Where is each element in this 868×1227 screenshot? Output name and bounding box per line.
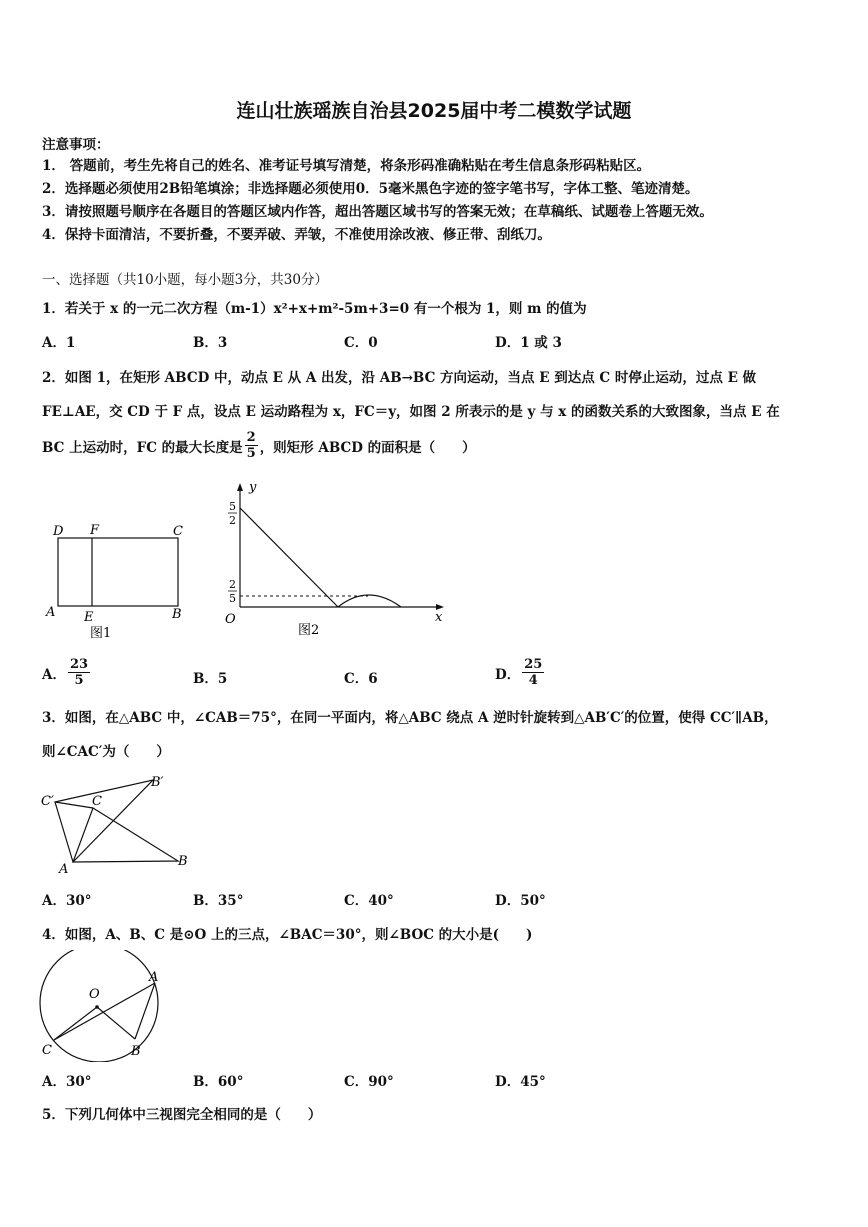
fraction-numerator: 2 xyxy=(246,430,256,445)
y-axis-arrow xyxy=(237,483,243,491)
fraction-denominator: 5 xyxy=(74,673,84,688)
fraction-denominator: 4 xyxy=(528,673,538,688)
label-c: C xyxy=(92,794,102,809)
q1-option-a: A．1 xyxy=(42,335,76,351)
triangle-ab1c1 xyxy=(55,780,153,862)
q2-option-d xyxy=(495,657,546,688)
question-2-line-3 xyxy=(42,430,476,461)
notice-item: 2．选择题必须使用2B铅笔填涂；非选择题必须使用0．5毫米黑色字迹的签字笔书写，字体工整、笔迹清楚。 xyxy=(42,181,699,197)
segment-oc xyxy=(54,1007,97,1040)
label-c: C xyxy=(173,524,183,539)
q2-max-fraction xyxy=(245,430,258,461)
q4-option-c: C．90° xyxy=(344,1074,394,1090)
q4-figure xyxy=(38,950,163,1062)
q2-line3-post: ，则矩形 ABCD 的面积是（ ） xyxy=(259,439,476,456)
notice-item: 1． 答题前，考生先将自己的姓名、准考证号填写清楚，将条形码准确粘贴在考生信息条形码粘贴区。 xyxy=(42,158,651,174)
page-title: 连山壮族瑶族自治县2025届中考二模数学试题 xyxy=(236,100,632,122)
question-1-text: 1．若关于 x 的一元二次方程（m-1）x²+x+m²-5m+3=0 有一个根为 1，则 m 的值为 xyxy=(42,301,587,317)
fraction-denominator: 5 xyxy=(246,446,256,461)
segment-ab xyxy=(135,983,155,1039)
q4-option-b: B．60° xyxy=(193,1074,244,1090)
tick-top-numerator: 5 xyxy=(229,500,236,513)
label-a: A xyxy=(46,605,56,620)
label-y: y xyxy=(249,480,257,495)
notice-heading: 注意事项： xyxy=(42,137,110,153)
label-b: B xyxy=(131,1044,141,1059)
question-2-line-2: FE⊥AE，交 CD 于 F 点，设点 E 运动路程为 x，FC＝y，如图 2 所表示的是 y 与 x 的函数关系的大致图象，当点 E 在 xyxy=(42,404,780,420)
segment-ca xyxy=(54,983,155,1040)
q2-option-d-label: D． xyxy=(495,666,521,683)
q4-option-d: D．45° xyxy=(495,1074,546,1090)
section-heading: 一、选择题（共10小题，每小题3分，共30分） xyxy=(42,272,328,288)
q4-option-a: A．30° xyxy=(42,1074,92,1090)
fraction-numerator: 25 xyxy=(524,657,543,672)
question-4-text: 4．如图，A、B、C 是⊙O 上的三点，∠BAC＝30°，则∠BOC 的大小是( ) xyxy=(42,927,533,943)
q3-option-c: C．40° xyxy=(344,893,394,909)
q3-option-a: A．30° xyxy=(42,893,92,909)
label-c-prime: C′ xyxy=(41,794,54,809)
q2-figure-2 xyxy=(218,478,450,638)
question-5-text: 5．下列几何体中三视图完全相同的是（ ） xyxy=(42,1107,322,1123)
question-2-line-1: 2．如图 1，在矩形 ABCD 中，动点 E 从 A 出发，沿 AB→BC 方向运动，当点 E 到达点 C 时停止运动，过点 E 做 xyxy=(42,370,757,386)
notice-item: 3．请按照题号顺序在各题目的答题区域内作答，超出答题区域书写的答案无效；在草稿纸、试题卷上答题无效。 xyxy=(42,204,713,220)
label-b-prime: B′ xyxy=(151,775,164,790)
fraction-numerator: 23 xyxy=(69,657,89,672)
q3-figure xyxy=(38,770,198,875)
q1-option-b: B．3 xyxy=(193,335,228,351)
figure-2-caption: 图2 xyxy=(298,623,320,638)
label-a: A xyxy=(149,970,159,985)
label-d: D xyxy=(53,524,64,539)
rectangle-abcd xyxy=(58,538,178,606)
q2-option-a-fraction xyxy=(68,657,90,688)
q1-option-d: D．1 或 3 xyxy=(495,335,562,351)
figure-1-caption: 图1 xyxy=(90,626,112,641)
q2-option-c: C．6 xyxy=(344,671,378,687)
q2-line3-pre: BC 上运动时，FC 的最大长度是 xyxy=(42,439,243,456)
q3-option-b: B．35° xyxy=(193,893,244,909)
label-e: E xyxy=(84,610,94,625)
q1-option-c: C．0 xyxy=(344,335,378,351)
label-b: B xyxy=(178,854,188,869)
label-f: F xyxy=(90,523,100,538)
triangle-abc xyxy=(73,808,178,862)
label-origin: O xyxy=(225,612,236,627)
label-o: O xyxy=(89,987,100,1002)
label-x: x xyxy=(435,610,443,625)
notice-item: 4．保持卡面清洁，不要折叠，不要弄破、弄皱，不准使用涂改液、修正带、刮纸刀。 xyxy=(42,227,551,243)
q3-option-d: D．50° xyxy=(495,893,546,909)
q2-option-d-fraction xyxy=(522,657,544,688)
question-3-line-1: 3．如图，在△ABC 中，∠CAB＝75°，在同一平面内，将△ABC 绕点 A 逆时针旋转到△AB′C′的位置，使得 CC′∥AB， xyxy=(42,710,778,726)
q2-figure-1 xyxy=(40,515,200,645)
tick-low-numerator: 2 xyxy=(229,578,236,591)
q2-option-a-label: A． xyxy=(42,666,66,683)
label-b: B xyxy=(172,607,182,622)
label-c: C xyxy=(42,1043,52,1058)
segment-cc1 xyxy=(55,802,93,808)
question-3-line-2: 则∠CAC′为（ ） xyxy=(42,744,170,760)
label-a: A xyxy=(59,862,69,875)
tick-low-denominator: 5 xyxy=(229,592,236,605)
graph-line-segment xyxy=(240,508,338,607)
q2-option-a xyxy=(42,657,92,688)
tick-top-denominator: 2 xyxy=(229,514,236,527)
q2-option-b: B．5 xyxy=(193,671,228,687)
segment-ob xyxy=(97,1007,135,1039)
graph-arc xyxy=(338,595,401,607)
